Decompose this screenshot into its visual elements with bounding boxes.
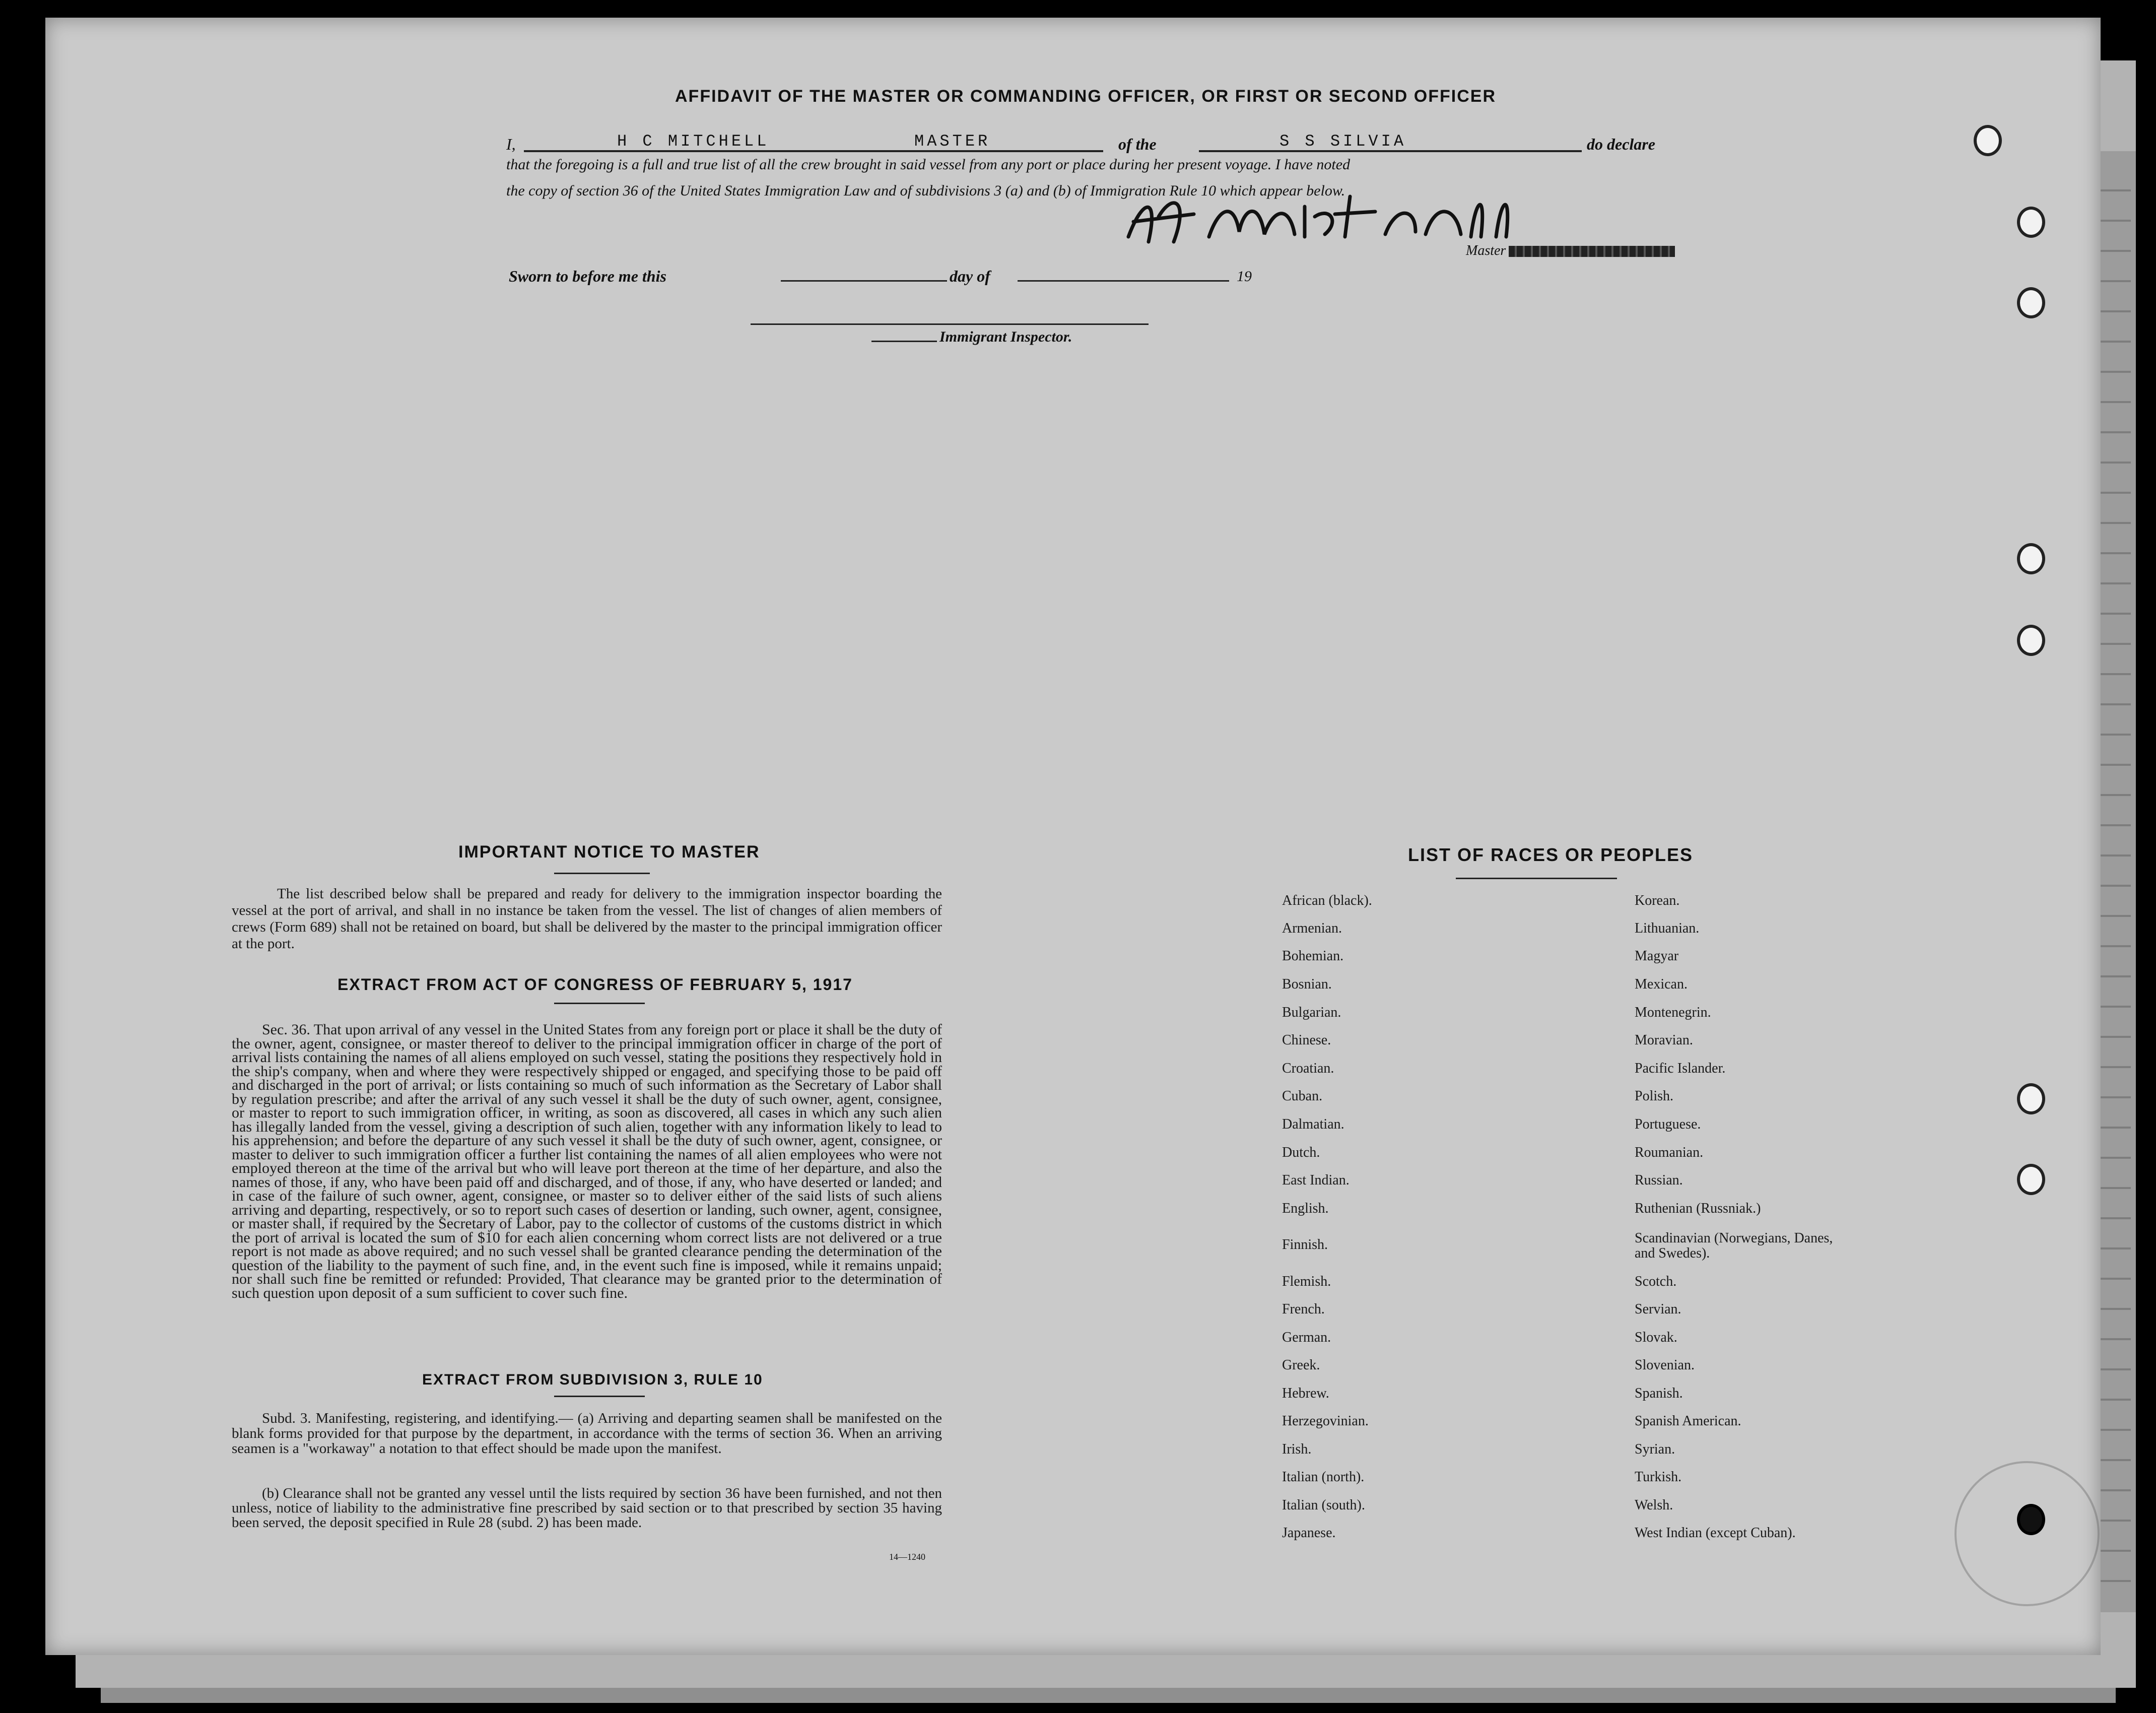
affidavit-line-2: that the foregoing is a full and true list of all the crew brought in said vessel from any port or place during her present voyage. I have noted (506, 156, 1351, 173)
race-item: Portuguese. (1635, 1116, 1701, 1132)
race-item: Croatian. (1282, 1061, 1334, 1076)
race-item: Bohemian. (1282, 948, 1344, 964)
race-item: Ruthenian (Russniak.) (1635, 1201, 1761, 1216)
race-item: Chinese. (1282, 1032, 1331, 1048)
race-item: Armenian. (1282, 920, 1342, 936)
race-item: Polish. (1635, 1088, 1674, 1104)
race-item: Welsh. (1635, 1497, 1673, 1513)
affidavit-title: AFFIDAVIT OF THE MASTER OR COMMANDING OFFICER, OR FIRST OR SECOND OFFICER (675, 87, 1496, 106)
race-item: Finnish. (1282, 1237, 1328, 1253)
race-item: Montenegrin. (1635, 1005, 1711, 1020)
race-item: Irish. (1282, 1441, 1312, 1457)
sworn-month-line (1018, 280, 1229, 282)
race-item: Spanish American. (1635, 1413, 1741, 1429)
binder-hole (2017, 207, 2045, 238)
races-rule (1456, 878, 1617, 879)
race-item: East Indian. (1282, 1172, 1350, 1188)
race-item: Greek. (1282, 1357, 1320, 1373)
races-title: LIST OF RACES OR PEOPLES (1408, 844, 1694, 865)
inspector-label: Immigrant Inspector. (939, 328, 1072, 345)
faint-stamp (1955, 1461, 2100, 1606)
race-item: Dalmatian. (1282, 1116, 1344, 1132)
notice-title: IMPORTANT NOTICE TO MASTER (458, 842, 760, 862)
signature-caption: Master (1466, 243, 1506, 258)
race-item: English. (1282, 1201, 1329, 1216)
inspector-signature-line (751, 323, 1149, 325)
form-sheet (45, 18, 2101, 1655)
race-item: Japanese. (1282, 1525, 1336, 1541)
master-name: H C MITCHELL (617, 132, 770, 151)
binder-hole (2017, 1164, 2045, 1195)
sworn-label: Sworn to before me this (509, 267, 666, 285)
race-item: Mexican. (1635, 976, 1688, 992)
race-item: Dutch. (1282, 1145, 1320, 1160)
race-item: Scotch. (1635, 1274, 1677, 1289)
notice-body: The list described below shall be prepared and ready for delivery to the immigration inspector boarding the vessel at the port of arrival, and shall in no instance be taken from the vessel. The list of changes of alien members of crews (Form 689) shall not be retained on board, but shall be delivered by the master to the principal immigration officer at the port. (232, 886, 942, 952)
race-item: Hebrew. (1282, 1386, 1329, 1401)
binder-hole (2017, 1083, 2045, 1114)
act-extract-title: EXTRACT FROM ACT OF CONGRESS OF FEBRUARY 5, 1917 (338, 975, 853, 994)
master-rank: MASTER (914, 132, 991, 151)
race-item: Flemish. (1282, 1274, 1331, 1289)
race-item: German. (1282, 1330, 1331, 1345)
year-prefix: 19 (1237, 268, 1252, 285)
binder-hole (2017, 543, 2045, 574)
race-item: West Indian (except Cuban). (1635, 1525, 1796, 1541)
race-item: Slovak. (1635, 1330, 1677, 1345)
rule-extract-body-a: Subd. 3. Manifesting, registering, and identifying.— (a) Arriving and departing seamen shall be manifested on the blank forms provided for that purpose by the department, in accordance with the terms of section 36. When an arriving seamen is a "workaway" a notation to that effect should be made upon the manifest. (232, 1410, 942, 1457)
race-item: Cuban. (1282, 1088, 1323, 1104)
binder-hole (2017, 625, 2045, 656)
act-extract-rule (554, 1003, 645, 1004)
binder-hole (2017, 287, 2045, 318)
race-item: Italian (north). (1282, 1469, 1365, 1485)
of-the-label: of the (1118, 135, 1157, 153)
race-item: Pacific Islander. (1635, 1061, 1726, 1076)
rule-extract-title: EXTRACT FROM SUBDIVISION 3, RULE 10 (422, 1371, 763, 1388)
master-signature (1113, 186, 1577, 257)
race-item: Herzegovinian. (1282, 1413, 1369, 1429)
day-of-label: day of (950, 267, 990, 285)
race-item: Roumanian. (1635, 1145, 1704, 1160)
race-item: Lithuanian. (1635, 920, 1700, 936)
race-item: African (black). (1282, 893, 1372, 908)
race-item: Italian (south). (1282, 1497, 1365, 1513)
race-item: Moravian. (1635, 1032, 1693, 1048)
form-number: 14—1240 (889, 1552, 925, 1562)
affidavit-i-label: I, (506, 135, 516, 153)
race-item: Russian. (1635, 1172, 1683, 1188)
vessel-name: S S SILVIA (1279, 132, 1407, 151)
race-item: Korean. (1635, 893, 1680, 908)
rule-extract-rule (554, 1396, 645, 1397)
race-item: Bulgarian. (1282, 1005, 1341, 1020)
rule-extract-body-b: (b) Clearance shall not be granted any vessel until the lists required by section 36 have been furnished, and not then unless, notice of liability to the administrative fine prescribed by said section or to that prescribed by section 35 having been served, the deposit specified in Rule 28 (subd. 2) has been made. (232, 1485, 942, 1531)
act-extract-body: Sec. 36. That upon arrival of any vessel in the United States from any foreign port or place it shall be the duty of the owner, agent, consignee, or master thereof to deliver to the principal immigration officer in charge of the port of arrival lists containing the names of all aliens employed on such vessel, stating the positions they respectively hold in the ship's company, when and where they were respectively shipped or engaged, and specifying those to be paid off and discharged in the port of arrival; or lists containing so much of such information as the Secretary of Labor shall by regulation prescribe; and after the arrival of any such vessel it shall be the duty of such owner, agent, consignee, or master to report to such immigration officer, in writing, as soon as discovered, all cases in which any such alien has illegally landed from the vessel, giving a description of such alien, together with any information likely to lead to his apprehension; and before the departure of any such vessel it shall be the duty of such owner, agent, consignee, or master to deliver to such immigration officer a further list containing the names of all alien employees who were not employed thereon at the time of the arrival but who will leave port thereon at the time of her departure, and also the names of those, if any, who have been paid off and discharged, and of those, if any, who have deserted or landed; and in case of the failure of such owner, agent, consignee, or master so to deliver either of the said lists of such aliens arriving and departing, respectively, or so to report such cases of desertion or landing, such owner, agent, consignee, or master shall, if required by the Secretary of Labor, pay to the collector of customs of the customs district in which the port of arrival is located the sum of $10 for each alien concerning whom correct lists are not delivered or a true report is not made as above required; and no such vessel shall be granted clearance pending the determination of the question of the liability to the payment of such fine, and, in the event such fine is imposed, while it remains unpaid; nor shall such fine be remitted or refunded: Provided, That clearance may be granted prior to the determination of such question upon deposit of a sum sufficient to cover such fine. (232, 1021, 942, 1301)
do-declare-label: do declare (1587, 135, 1655, 153)
race-item: Syrian. (1635, 1441, 1675, 1457)
race-item: Slovenian. (1635, 1357, 1695, 1373)
race-item: French. (1282, 1301, 1325, 1317)
race-item: Scandinavian (Norwegians, Danes, and Swedes). (1635, 1230, 1833, 1261)
sworn-day-line (781, 280, 947, 282)
race-item: Turkish. (1635, 1469, 1682, 1485)
race-item: Servian. (1635, 1301, 1681, 1317)
race-item: Spanish. (1635, 1386, 1683, 1401)
notice-rule (554, 873, 650, 874)
struck-through-text (1509, 246, 1675, 257)
affidavit-line-3: the copy of section 36 of the United States Immigration Law and of subdivisions 3 (a) and (b) of Immigration Rule 10 which appear below. (506, 182, 1345, 199)
race-item: Magyar (1635, 948, 1679, 964)
inspector-lead-line (871, 341, 937, 342)
name-line (524, 150, 1103, 152)
binder-hole (1974, 125, 2002, 156)
race-item: Bosnian. (1282, 976, 1332, 992)
